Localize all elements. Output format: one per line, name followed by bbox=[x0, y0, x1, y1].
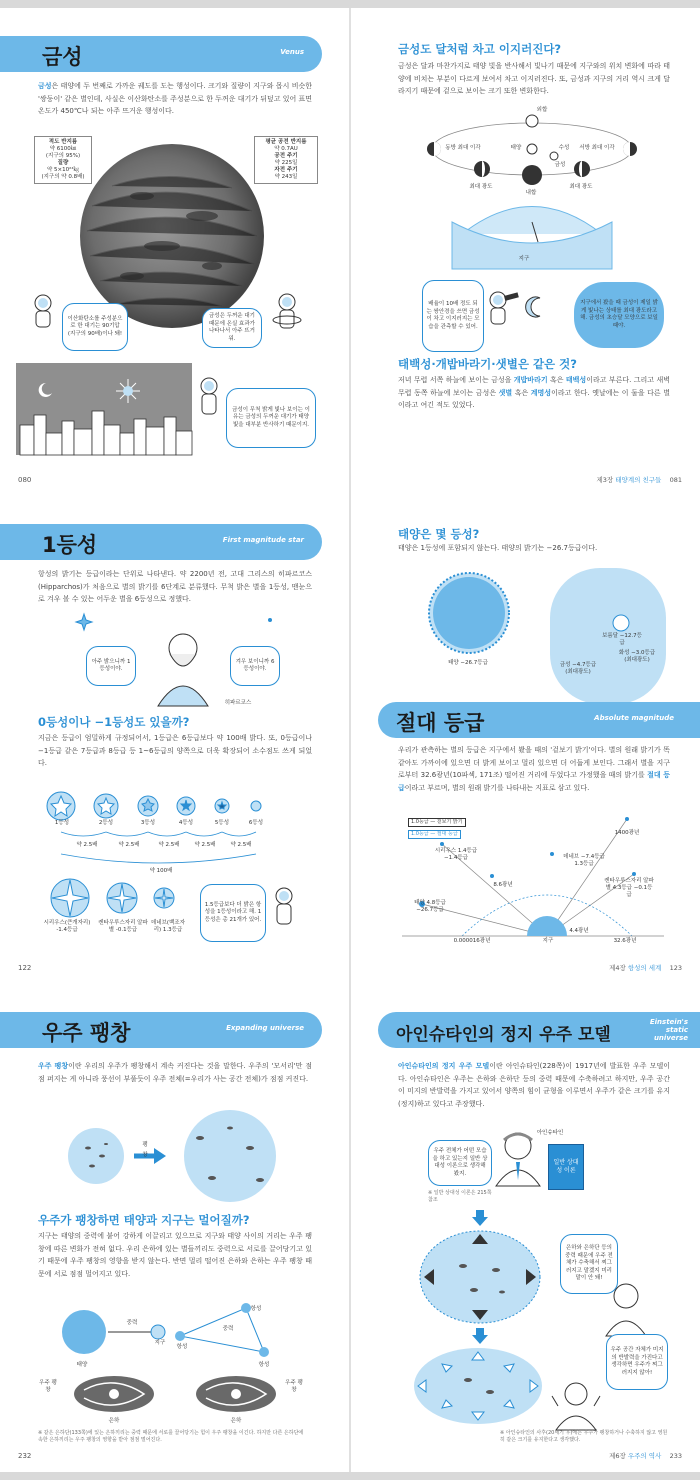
speech-bubble-greenhouse: 금성은 두꺼운 대기 때문에 온실 효과가 나타나서 아주 뜨거워. bbox=[202, 308, 262, 348]
distance-label: 8.6광년 bbox=[493, 882, 513, 888]
title-banner bbox=[0, 36, 322, 72]
down-arrow-icon bbox=[472, 1328, 488, 1344]
diagram-label: 동방 최대 이각 bbox=[445, 145, 481, 151]
mars-label: 화성 −3.0등급 (최대광도) bbox=[618, 650, 656, 663]
down-arrow-icon bbox=[472, 1210, 488, 1226]
star-label: 켄타우루스자리 알파별 -0.1등급 bbox=[98, 920, 148, 933]
section-text: 우리가 관측하는 별의 등급은 지구에서 봤을 때의 '겉보기 밝기'이다. 별의 원래 밝기가 똑같아도 가까이에 있으면 더 밝게 보이고 멀리 있으면 더 어둡게 보인다. 그래서 별을 지구로부터 32.6광년(10파섹, 171조) 떨어진 거리에 두었다고 가정했을 때의 밝기를 절대 등급이라고 부르며, 별의 원래 밝기를 나타내는 지표로 삼고 있다. bbox=[398, 746, 670, 792]
diagram-label: 내합 bbox=[525, 190, 537, 196]
running-footer: 제3장 태양계의 친구들 081 bbox=[596, 476, 682, 484]
mag-label: 6등성 bbox=[248, 820, 264, 826]
speech-bubble-brightness: 금성이 무척 밝게 빛나 보이는 이유는 금성의 두꺼운 대기가 태양 빛을 대부분 반사하기 때문이지. bbox=[226, 388, 316, 448]
speech-bubble-repulsion: 우주 공간 자체가 미지의 반발력을 가진다고 생각하면 우주가 찌그러지지 않아! bbox=[606, 1334, 668, 1390]
page-subtitle: Absolute magnitude bbox=[594, 714, 674, 722]
mag-label: 4등성 bbox=[178, 820, 194, 826]
diagram-label: 은하 bbox=[108, 1418, 120, 1424]
distance-label: 4.4광년 bbox=[569, 928, 589, 934]
moon-label: 보름달 −12.7등급 bbox=[602, 633, 642, 646]
diagram-label: 항성 bbox=[176, 1344, 188, 1350]
page-122 bbox=[0, 496, 350, 984]
spine bbox=[349, 984, 351, 1472]
running-footer: 제4장 항성의 세계 123 bbox=[609, 964, 682, 972]
moon-icon bbox=[612, 614, 630, 632]
spread-magnitude bbox=[0, 496, 700, 984]
spine bbox=[349, 496, 351, 984]
diagram-label: 항성 bbox=[258, 1362, 270, 1368]
venus-phase-diagram bbox=[402, 104, 662, 274]
mag-label: 5등성 bbox=[214, 820, 230, 826]
page-title: 1등성 bbox=[42, 533, 98, 557]
page-080 bbox=[0, 8, 350, 496]
speech-bubble-max-brightness: 지구에서 봤을 때 금성이 제일 밝게 빛나는 상태를 최대 광도라고 해. 금성의 초승달 모양으로 보일 때야. bbox=[574, 282, 664, 348]
speech-bubble-first-mag: 1.5등급보다 더 밝은 항성을 1등성이라고 해. 1등성은 총 21개가 있어. bbox=[200, 884, 266, 942]
page-subtitle: Expanding universe bbox=[226, 1024, 304, 1032]
diagram-label: 최대 광도 bbox=[469, 184, 493, 190]
arrow-label: 팽창 bbox=[142, 1142, 148, 1158]
diagram-label: 중력 bbox=[126, 1320, 138, 1326]
page-number: 232 bbox=[18, 1452, 32, 1460]
speech-bubble-bright: 아주 밝으니까 1등성이야. bbox=[86, 646, 136, 686]
ratio-label: 약 2.5배 bbox=[76, 842, 98, 848]
speech-bubble-einstein: 우주 전체가 어떤 모습을 하고 있는지 일반 상대성 이론으로 생각해 봤지. bbox=[428, 1140, 492, 1186]
title-banner bbox=[0, 1012, 322, 1048]
section-text: 저녁 무렵 서쪽 하늘에 보이는 금성을 개밥바라기 혹은 태백성이라고 부른다. 그리고 새벽 무렵 동쪽 하늘에 보이는 금성은 샛별 혹은 계명성이라고 한다. 옛날에는 이 둘을 다른 별이라고 여긴 적도 있었다. bbox=[398, 376, 670, 409]
expansion-illustration bbox=[60, 1108, 290, 1204]
sun-label: 태양 −26.7등급 bbox=[448, 660, 488, 666]
distance-label: 32.6광년 bbox=[613, 938, 637, 944]
star-icon bbox=[76, 614, 92, 630]
earth-label: 지구 bbox=[542, 938, 554, 944]
page-number: 123 bbox=[669, 964, 682, 972]
star-label: 데네브(백조자리) 1.3등급 bbox=[150, 920, 186, 933]
star-label: 시리우스(큰개자리) -1.4등급 bbox=[43, 920, 91, 933]
section-heading: 금성도 달처럼 차고 이지러진다? bbox=[398, 42, 562, 56]
legend-apparent: 1.0등급 — 겉보기 밝기 bbox=[408, 818, 466, 827]
mag-label: 2등성 bbox=[98, 820, 114, 826]
footnote: ※ 일반 상대성 이론은 215쪽 참조 bbox=[428, 1190, 492, 1203]
person-label: 아인슈타인 bbox=[536, 1130, 564, 1136]
diagram-label: 지구 bbox=[154, 1340, 166, 1346]
speech-bubble-pressure: 이산화탄소를 주성분으로 한 대기는 90기압 (지구의 90배)이나 돼! bbox=[62, 303, 128, 351]
title-banner bbox=[378, 1012, 700, 1048]
page-title: 아인슈타인의 정지 우주 모델 bbox=[396, 1025, 611, 1045]
mag-label: 1등성 bbox=[54, 820, 70, 826]
footnote: ※ 아인슈타인의 사후(20세기 후)에는 우주가 팽창하거나 수축하지 않고 영원히 같은 크기를 유지한다고 생각했다. bbox=[500, 1430, 668, 1443]
title-banner bbox=[0, 524, 322, 560]
speech-bubble-collapse: 은하와 은하단 등의 중력 때문에 우주 전체가 수축해서 찌그러지고 말겠지 미리 말이 안 돼! bbox=[560, 1234, 618, 1294]
section-text: 지금은 등급이 엄밀하게 규정되어서, 1등급은 6등급보다 약 100배 밝다. 또, 0등급이나 −1등급 같은 7등급과 8등급 등 1~6등급의 양쪽으로 더욱 확장되어 소수점도 쓰게 되었다. bbox=[38, 734, 312, 767]
star-label: 켄타우루스자리 알파별 4.3등급 −0.1등급 bbox=[604, 878, 654, 898]
diagram-label: 수성 bbox=[558, 145, 570, 151]
page-233 bbox=[350, 984, 700, 1472]
section-heading: 0등성이나 −1등성도 있을까? bbox=[38, 715, 190, 729]
speech-bubble-dim: 겨우 보이니까 6등성이야. bbox=[230, 646, 280, 686]
diagram-label: 우주 팽창 bbox=[39, 1380, 57, 1393]
intro-text: 금성은 태양에 두 번째로 가까운 궤도를 도는 행성이다. 크기와 질량이 지구와 몹시 비슷한 '쌍둥이' 같은 별인데, 사실은 이산화탄소를 주성분으로 한 두꺼운 대기가 뒤덮고 있어 표면 온도가 450℃나 되는 아주 뜨거운 행성이다. bbox=[38, 82, 312, 115]
sun-illustration bbox=[428, 572, 510, 654]
page-subtitle: First magnitude star bbox=[222, 536, 304, 544]
diagram-label: 금성 bbox=[554, 162, 566, 168]
galaxy-pair-illustration bbox=[70, 1370, 278, 1416]
distance-label: 0.000016광년 bbox=[453, 938, 491, 944]
page-title: 절대 등급 bbox=[396, 711, 485, 735]
section-text: 태양은 1등성에 포함되지 않는다. 태양의 밝기는 −26.7등급이다. bbox=[398, 544, 598, 552]
astronaut-icon bbox=[272, 886, 296, 928]
person-label: 히파르코스 bbox=[224, 700, 252, 706]
intro-text: 항성의 밝기는 등급이라는 단위로 나타낸다. 약 2200년 전, 고대 그리스의 히파르코스(Hipparchos)가 처음으로 별의 밝기를 6단계로 분류했다. 무척 밝은 별을 1등성, 맨눈으로 겨우 볼 수 있는 어두운 별을 6등성으로 정했다. bbox=[38, 570, 312, 603]
diagram-label: 외합 bbox=[536, 107, 548, 113]
einstein-happy-icon bbox=[554, 1380, 598, 1430]
bright-stars-row bbox=[50, 878, 180, 918]
crescent-venus-icon bbox=[526, 296, 548, 318]
contracting-universe bbox=[418, 1230, 542, 1324]
star-label: 시리우스 1.4등급 −1.4등급 bbox=[434, 848, 478, 861]
running-footer: 제6장 우주의 역사 233 bbox=[609, 1452, 682, 1460]
title-banner bbox=[378, 702, 700, 738]
spine bbox=[349, 8, 351, 496]
footnote: ※ 같은 은하단(133쪽)에 있는 은하끼리는 중력 때문에 서로를 끌어당기는 힘이 우주 팽창을 이긴다. 하지만 다른 은하단에 속한 은하끼리는 우주 팽창의 영향을 받아 점점 멀어진다. bbox=[38, 1430, 304, 1443]
einstein-portrait bbox=[492, 1130, 544, 1186]
page-number: 122 bbox=[18, 964, 32, 972]
ratio-label: 약 2.5배 bbox=[118, 842, 140, 848]
section-heading: 우주가 팽창하면 태양과 지구는 멀어질까? bbox=[38, 1213, 250, 1227]
spread-venus bbox=[0, 8, 700, 496]
ratio-label: 약 2.5배 bbox=[230, 842, 252, 848]
legend-absolute: 1.0등급 — 절대 등급 bbox=[408, 830, 461, 839]
hipparchos-portrait bbox=[148, 626, 218, 706]
diagram-label: 은하 bbox=[230, 1418, 242, 1424]
einstein-thinking-icon bbox=[604, 1280, 648, 1336]
section-heading: 태백성·개밥바라기·샛별은 같은 것? bbox=[398, 357, 577, 371]
distance-label: 1400광년 bbox=[614, 830, 640, 836]
ratio-label: 약 2.5배 bbox=[158, 842, 180, 848]
stats-left: 적도 반지름 약 6100㎞ (지구의 95%) 질량 약 5×10²⁴㎏ (지구의 약 0.8배) bbox=[34, 136, 92, 184]
page-title: 금성 bbox=[42, 45, 83, 69]
diagram-label: 최대 광도 bbox=[569, 184, 593, 190]
page-title: 우주 팽창 bbox=[42, 1021, 131, 1045]
intro-text: 우주 팽창이란 우리의 우주가 팽창해서 계속 커진다는 것을 말한다. 우주의 '모서리'만 점점 퍼지는 게 아니라 풍선이 부풀듯이 우주 전체(=우리가 사는 공간 전체)가 점점 커진다. bbox=[38, 1062, 312, 1083]
section-text: 금성은 달과 마찬가지로 태양 빛을 반사해서 빛나기 때문에 지구와의 위치 변화에 따라 태양에 비치는 부분이 다르게 보여서 차고 이지러진다. 또, 금성과 지구의 거리 역시 크게 달라지기 때문에 겉으로 보이는 크기 또한 변화한다. bbox=[398, 62, 670, 95]
spread-universe bbox=[0, 984, 700, 1472]
page-subtitle: Venus bbox=[280, 48, 304, 56]
night-city-scene bbox=[16, 363, 192, 455]
page-number: 233 bbox=[669, 1452, 682, 1460]
astronaut-icon bbox=[196, 376, 222, 420]
astronaut-icon bbox=[30, 293, 56, 333]
diagram-label: 항성 bbox=[250, 1306, 262, 1312]
section-heading: 태양은 몇 등성? bbox=[398, 527, 480, 541]
page-081 bbox=[350, 8, 700, 496]
diagram-label: 중력 bbox=[222, 1326, 234, 1332]
venus-label: 금성 −4.7등급 (최대광도) bbox=[559, 662, 597, 675]
diagram-label: 태양 bbox=[76, 1362, 88, 1368]
astronaut-telescope-icon bbox=[484, 288, 524, 328]
book-icon: 일반 상대성 이론 bbox=[548, 1144, 584, 1190]
ratio-label: 약 2.5배 bbox=[194, 842, 216, 848]
speech-bubble-binoculars: 배율이 10배 정도 되는 쌍안경을 쓰면 금성이 차고 이지러지는 모습을 관측할 수 있어. bbox=[422, 280, 484, 352]
page-number: 080 bbox=[18, 476, 32, 484]
diagram-label: 태양 bbox=[510, 145, 522, 151]
page-subtitle: Einstein's static universe bbox=[649, 1018, 688, 1042]
page-123 bbox=[350, 496, 700, 984]
section-text: 지구는 태양의 중력에 붙어 강하게 이끌리고 있으므로 지구와 태양 사이의 거리는 우주 팽창에 따른 변화가 전혀 없다. 우리 은하에 있는 별들끼리도 중력으로 서로를 끌어당기고 있기 때문에 우주 팽창의 영향을 받지 않는다. 반면 멀리 떨어진 은하와 은하는 우주 팽창 때문에 서로 점점 멀어지고 있다. bbox=[38, 1232, 312, 1278]
stats-right: 평균 공전 반지름 약 0.7AU 공전 주기 약 225일 자전 주기 약 243일 bbox=[254, 136, 318, 184]
magnitude-star-row bbox=[46, 792, 286, 876]
diagram-label: 서방 최대 이각 bbox=[579, 145, 615, 151]
page-number: 081 bbox=[669, 476, 682, 484]
diagram-label: 우주 팽창 bbox=[285, 1380, 303, 1393]
mag-label: 3등성 bbox=[140, 820, 156, 826]
astronaut-icon bbox=[272, 292, 302, 336]
page-232 bbox=[0, 984, 350, 1472]
star-label: 데네브 −7.4등급 1.3등급 bbox=[563, 854, 605, 867]
static-universe bbox=[412, 1346, 544, 1426]
intro-text: 아인슈타인의 정지 우주 모델이란 아인슈타인(228쪽)이 1917년에 발표한 우주 모델이다. 아인슈타인은 우주는 은하와 은하단 등의 중력 때문에 수축하려고 하지만, 우주 공간이 미지의 반발력을 가지고 있어서 양쪽의 힘이 균형을 이루면서 우주가 같은 크기를 유지(정지)하고 있다고 주장했다. bbox=[398, 1062, 670, 1108]
star-icon bbox=[266, 616, 274, 624]
diagram-label: 지구 bbox=[518, 256, 530, 262]
star-label: 태양 4.8등급 −26.7등급 bbox=[414, 900, 446, 913]
ratio-label: 약 100배 bbox=[149, 868, 173, 874]
